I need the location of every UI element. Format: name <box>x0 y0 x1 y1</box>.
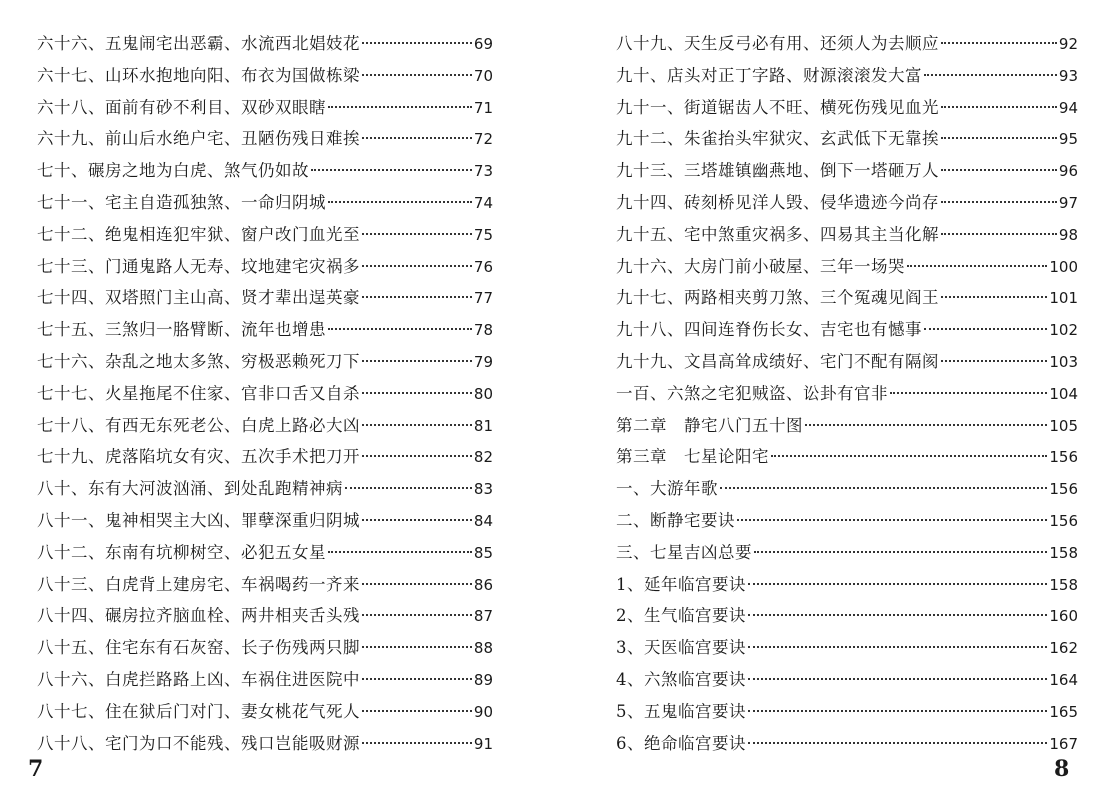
toc-entry-title: 九十二、朱雀抬头牢狱灾、玄武低下无靠挨 <box>616 129 939 149</box>
dot-leader <box>941 233 1057 235</box>
toc-entry <box>616 537 1078 569</box>
dot-leader <box>941 169 1057 171</box>
dot-leader <box>328 328 472 330</box>
dot-leader <box>362 233 472 235</box>
toc-entry-page: 167 <box>1049 734 1078 753</box>
toc-entry-page: 102 <box>1049 321 1078 340</box>
toc-entry-title: 七十一、宅主自造孤独煞、一命归阴城 <box>37 192 326 212</box>
toc-entry-page: 158 <box>1049 543 1078 562</box>
toc-entry-title: 九十四、砖刻桥见洋人毁、侵华遗迹今尚存 <box>616 192 939 212</box>
toc-entry-title: 一、大游年歌 <box>616 479 718 499</box>
toc-entry-page: 80 <box>473 384 493 403</box>
toc-entry-title: 九十五、宅中煞重灾祸多、四易其主当化解 <box>616 224 939 244</box>
dot-leader <box>362 614 472 616</box>
toc-entry-page: 84 <box>473 511 493 530</box>
toc-entry <box>37 473 493 505</box>
toc-entry <box>37 28 493 60</box>
toc-entry <box>616 378 1078 410</box>
toc-entry-title: 八十五、住宅东有石灰窑、长子伤残两只脚 <box>37 638 360 658</box>
toc-entry-title: 七十三、门通鬼路人无寿、坟地建宅灾祸多 <box>37 256 360 276</box>
dot-leader <box>362 137 472 139</box>
toc-entry <box>37 60 493 92</box>
toc-entry <box>616 441 1078 473</box>
toc-entry-title: 九十、店头对正丁字路、财源滚滚发大富 <box>616 65 922 85</box>
toc-entry-page: 101 <box>1049 289 1078 308</box>
toc-entry-title: 1、延年临宫要诀 <box>616 574 746 594</box>
toc-entry <box>616 155 1078 187</box>
toc-entry-page: 160 <box>1049 607 1078 626</box>
toc-entry-page: 81 <box>473 416 493 435</box>
toc-entry-page: 164 <box>1049 670 1078 689</box>
toc-entry <box>37 664 493 696</box>
toc-entry <box>37 696 493 728</box>
toc-entry-page: 104 <box>1049 384 1078 403</box>
toc-entry-page: 162 <box>1049 639 1078 658</box>
toc-entry-title: 七十、碾房之地为白虎、煞气仍如故 <box>37 161 309 181</box>
dot-leader <box>362 360 472 362</box>
dot-leader <box>328 551 472 553</box>
toc-entry-page: 94 <box>1058 98 1078 117</box>
toc-entry-title: 第二章 静宅八门五十图 <box>616 415 803 435</box>
toc-entry-page: 72 <box>473 130 493 149</box>
toc-entry-page: 158 <box>1049 575 1078 594</box>
toc-entry <box>616 664 1078 696</box>
toc-entry-page: 75 <box>473 225 493 244</box>
toc-entry-page: 90 <box>473 702 493 721</box>
toc-entry <box>616 728 1078 760</box>
toc-entry-title: 七十八、有西无东死老公、白虎上路必大凶 <box>37 415 360 435</box>
toc-entry <box>616 346 1078 378</box>
dot-leader <box>345 487 472 489</box>
dot-leader <box>924 328 1047 330</box>
toc-entry <box>37 251 493 283</box>
toc-entry <box>37 441 493 473</box>
dot-leader <box>328 106 472 108</box>
toc-entry <box>616 92 1078 124</box>
toc-entry-page: 156 <box>1049 480 1078 499</box>
toc-entry-title: 八十四、碾房拉齐脑血栓、两井相夹舌头残 <box>37 606 360 626</box>
toc-entry-title: 一百、六煞之宅犯贼盗、讼卦有官非 <box>616 383 888 403</box>
toc-list <box>616 28 1078 759</box>
toc-entry-title: 六十七、山环水抱地向阳、布衣为国做栋梁 <box>37 65 360 85</box>
toc-entry <box>616 123 1078 155</box>
page-number: 8 <box>1054 756 1070 782</box>
dot-leader <box>890 392 1047 394</box>
dot-leader <box>311 169 472 171</box>
toc-entry-title: 八十、东有大河波汹涌、到处乱跑精神病 <box>37 479 343 499</box>
toc-entry-page: 88 <box>473 639 493 658</box>
toc-entry-title: 八十九、天生反弓必有用、还须人为去顺应 <box>616 34 939 53</box>
dot-leader <box>720 487 1047 489</box>
toc-entry-page: 73 <box>473 162 493 181</box>
dot-leader <box>941 42 1057 44</box>
toc-entry <box>37 92 493 124</box>
toc-entry-title: 九十七、两路相夹剪刀煞、三个冤魂见阎王 <box>616 288 939 308</box>
page-number: 7 <box>28 756 44 782</box>
toc-entry-page: 98 <box>1058 225 1078 244</box>
toc-entry <box>616 569 1078 601</box>
dot-leader <box>362 424 472 426</box>
toc-entry <box>37 123 493 155</box>
toc-entry-page: 71 <box>473 98 493 117</box>
toc-entry <box>37 632 493 664</box>
toc-entry-title: 二、断静宅要诀 <box>616 510 735 530</box>
toc-entry-title: 九十一、街道锯齿人不旺、横死伤残见血光 <box>616 97 939 117</box>
dot-leader <box>362 296 472 298</box>
toc-entry <box>616 314 1078 346</box>
toc-entry <box>616 410 1078 442</box>
toc-entry-page: 78 <box>473 321 493 340</box>
toc-entry-page: 74 <box>473 193 493 212</box>
toc-entry-page: 105 <box>1049 416 1078 435</box>
toc-entry-page: 165 <box>1049 702 1078 721</box>
toc-entry-title: 三、七星吉凶总要 <box>616 542 752 562</box>
toc-entry <box>37 600 493 632</box>
dot-leader <box>771 455 1047 457</box>
toc-entry <box>616 187 1078 219</box>
dot-leader <box>941 296 1047 298</box>
toc-entry-title: 七十二、绝鬼相连犯牢狱、窗户改门血光至 <box>37 224 360 244</box>
toc-entry-page: 69 <box>473 35 493 53</box>
toc-entry <box>616 251 1078 283</box>
toc-entry <box>37 569 493 601</box>
toc-entry <box>37 537 493 569</box>
dot-leader <box>941 201 1057 203</box>
toc-entry-page: 87 <box>473 607 493 626</box>
dot-leader <box>754 551 1047 553</box>
dot-leader <box>748 646 1047 648</box>
toc-entry-title: 七十七、火星拖尾不住家、官非口舌又自杀 <box>37 383 360 403</box>
toc-entry-page: 91 <box>473 734 493 753</box>
toc-entry-page: 156 <box>1049 448 1078 467</box>
toc-entry-page: 103 <box>1049 352 1078 371</box>
toc-entry-title: 九十三、三塔雄镇幽燕地、倒下一塔砸万人 <box>616 161 939 181</box>
toc-entry-page: 82 <box>473 448 493 467</box>
dot-leader <box>362 742 472 744</box>
toc-entry <box>616 282 1078 314</box>
toc-entry-title: 八十三、白虎背上建房宅、车祸喝药一齐来 <box>37 574 360 594</box>
toc-entry-title: 九十八、四间连脊伤长女、吉宅也有憾事 <box>616 320 922 340</box>
toc-entry-title: 九十九、文昌高耸成绩好、宅门不配有隔阂 <box>616 351 939 371</box>
toc-entry-page: 156 <box>1049 511 1078 530</box>
toc-entry <box>37 346 493 378</box>
toc-entry <box>616 473 1078 505</box>
toc-entry-title: 七十四、双塔照门主山高、贤才辈出逞英豪 <box>37 288 360 308</box>
toc-entry-title: 九十六、大房门前小破屋、三年一场哭 <box>616 256 905 276</box>
toc-entry-page: 97 <box>1058 193 1078 212</box>
toc-entry-page: 93 <box>1058 66 1078 85</box>
dot-leader <box>924 74 1057 76</box>
toc-entry-title: 4、六煞临宫要诀 <box>616 669 746 689</box>
toc-entry-page: 95 <box>1058 130 1078 149</box>
dot-leader <box>941 106 1057 108</box>
toc-entry-title: 八十二、东南有坑柳树空、必犯五女星 <box>37 542 326 562</box>
toc-entry <box>37 378 493 410</box>
dot-leader <box>748 614 1047 616</box>
toc-entry <box>37 728 493 760</box>
toc-entry <box>37 314 493 346</box>
toc-entry-title: 七十九、虎落陷坑女有灾、五次手术把刀开 <box>37 447 360 467</box>
toc-entry-page: 70 <box>473 66 493 85</box>
toc-entry-title: 八十一、鬼神相哭主大凶、罪孽深重归阴城 <box>37 510 360 530</box>
dot-leader <box>941 360 1047 362</box>
toc-entry-page: 76 <box>473 257 493 276</box>
toc-entry-page: 86 <box>473 575 493 594</box>
toc-entry-page: 79 <box>473 352 493 371</box>
dot-leader <box>737 519 1047 521</box>
toc-entry-page: 96 <box>1058 162 1078 181</box>
dot-leader <box>362 392 472 394</box>
toc-list <box>37 28 493 759</box>
dot-leader <box>907 265 1047 267</box>
dot-leader <box>362 74 472 76</box>
toc-entry-title: 八十八、宅门为口不能残、残口岂能吸财源 <box>37 733 360 753</box>
toc-entry-page: 100 <box>1049 257 1078 276</box>
dot-leader <box>328 201 472 203</box>
toc-entry-page: 83 <box>473 480 493 499</box>
dot-leader <box>362 265 472 267</box>
dot-leader <box>748 710 1047 712</box>
toc-entry-title: 七十五、三煞归一胳臂断、流年也增患 <box>37 320 326 340</box>
toc-entry-title: 6、绝命临宫要诀 <box>616 733 746 753</box>
toc-entry-title: 3、天医临宫要诀 <box>616 638 746 658</box>
toc-entry <box>616 28 1078 60</box>
toc-entry <box>616 632 1078 664</box>
toc-entry-title: 八十七、住在狱后门对门、妻女桃花气死人 <box>37 701 360 721</box>
dot-leader <box>748 742 1047 744</box>
dot-leader <box>362 583 472 585</box>
toc-entry <box>616 696 1078 728</box>
toc-entry <box>37 187 493 219</box>
dot-leader <box>362 646 472 648</box>
toc-entry-page: 77 <box>473 289 493 308</box>
toc-entry-title: 5、五鬼临宫要诀 <box>616 701 746 721</box>
toc-entry <box>37 155 493 187</box>
toc-entry-title: 七十六、杂乱之地太多煞、穷极恶赖死刀下 <box>37 351 360 371</box>
dot-leader <box>748 678 1047 680</box>
toc-entry-title: 八十六、白虎拦路路上凶、车祸住进医院中 <box>37 669 360 689</box>
toc-entry <box>616 219 1078 251</box>
dot-leader <box>362 42 472 44</box>
dot-leader <box>941 137 1057 139</box>
right-page <box>554 0 1108 802</box>
toc-entry <box>37 505 493 537</box>
toc-entry-title: 第三章 七星论阳宅 <box>616 447 769 467</box>
dot-leader <box>362 710 472 712</box>
toc-entry-title: 六十八、面前有砂不利目、双砂双眼瞎 <box>37 97 326 117</box>
toc-entry <box>616 60 1078 92</box>
toc-entry-title: 六十九、前山后水绝户宅、丑陋伤残日难挨 <box>37 129 360 149</box>
dot-leader <box>805 424 1047 426</box>
toc-entry-page: 85 <box>473 543 493 562</box>
toc-entry <box>37 282 493 314</box>
toc-entry-page: 92 <box>1058 35 1078 53</box>
dot-leader <box>362 519 472 521</box>
dot-leader <box>748 583 1047 585</box>
toc-entry-title: 六十六、五鬼闹宅出恶霸、水流西北娼妓花 <box>37 34 360 53</box>
toc-entry-page: 89 <box>473 670 493 689</box>
toc-entry <box>616 600 1078 632</box>
toc-entry <box>37 219 493 251</box>
dot-leader <box>362 455 472 457</box>
toc-entry <box>616 505 1078 537</box>
toc-entry-title: 2、生气临宫要诀 <box>616 606 746 626</box>
toc-entry <box>37 410 493 442</box>
dot-leader <box>362 678 472 680</box>
